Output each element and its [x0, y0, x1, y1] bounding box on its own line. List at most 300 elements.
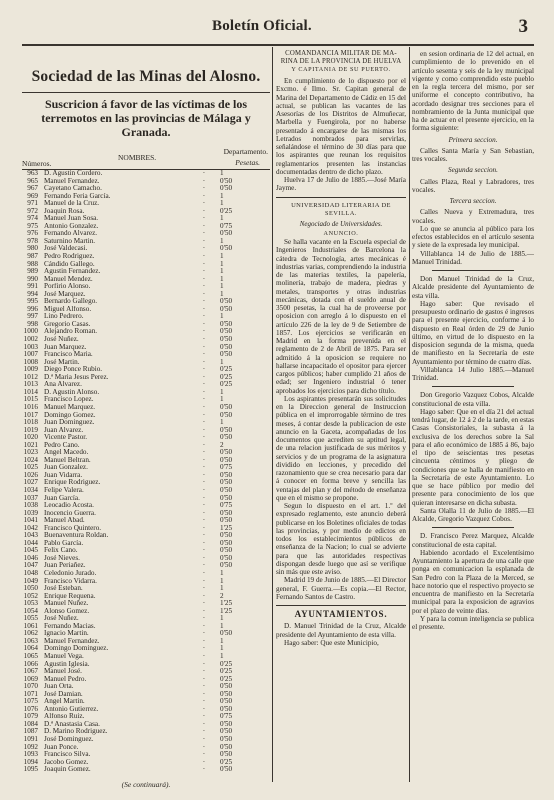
- row-pesetas: 0'50: [220, 561, 233, 570]
- table-row: [22, 283, 270, 291]
- row-department: ·: [202, 719, 206, 728]
- row-pesetas: 0'50: [220, 719, 233, 728]
- row-pesetas: 0'50: [220, 742, 233, 751]
- row-department: ·: [202, 742, 206, 751]
- row-department: ·: [202, 350, 206, 359]
- section-subheading: Primera seccion.: [448, 135, 498, 144]
- row-name: Fernando Alvarez.: [44, 230, 98, 238]
- row-pesetas: 1: [220, 312, 224, 321]
- paragraph: Calles Plaza, Real y Labradores, tres vocales.: [412, 177, 534, 194]
- row-name: Juan Ponce.: [44, 743, 79, 751]
- table-row: [22, 215, 270, 223]
- table-row: [22, 359, 270, 367]
- row-pesetas: 0'25: [220, 206, 233, 215]
- col-numeros: Números.: [22, 159, 52, 168]
- row-number: 1075: [23, 697, 38, 706]
- row-department: ·: [202, 508, 206, 517]
- row-name: Manuel Pedro.: [44, 675, 87, 683]
- row-name: Celedonio Jurado.: [44, 569, 97, 577]
- row-number: 1018: [23, 418, 38, 427]
- table-row: [22, 600, 270, 608]
- row-name: Manuel Mendez.: [44, 275, 93, 283]
- row-department: ·: [202, 735, 206, 744]
- table-row: [22, 328, 270, 336]
- row-number: 996: [27, 304, 38, 313]
- row-number: 1092: [23, 742, 38, 751]
- row-name: José Marquez.: [44, 290, 86, 298]
- table-row: [22, 336, 270, 344]
- row-number: 1048: [23, 568, 38, 577]
- row-number: 1016: [23, 402, 38, 411]
- row-number: 1093: [23, 750, 38, 759]
- row-department: ·: [202, 191, 206, 200]
- row-number: 1024: [23, 455, 38, 464]
- table-row: [22, 736, 270, 744]
- table-row: [22, 389, 270, 397]
- row-department: ·: [202, 402, 206, 411]
- divider: [432, 386, 514, 387]
- row-department: ·: [202, 433, 206, 442]
- section-heading: SEVILLA.: [324, 209, 358, 217]
- table-row: [22, 472, 270, 480]
- row-pesetas: 0'50: [220, 455, 233, 464]
- row-pesetas: 0'50: [220, 342, 233, 351]
- row-department: ·: [202, 757, 206, 766]
- row-pesetas: 0'50: [220, 478, 233, 487]
- section-subheading: Segunda seccion.: [448, 166, 498, 175]
- row-department: ·: [202, 629, 206, 638]
- row-name: Manuel Marquez.: [44, 403, 96, 411]
- row-number: 990: [27, 274, 38, 283]
- row-number: 971: [27, 199, 38, 208]
- row-number: 1050: [23, 584, 38, 593]
- row-pesetas: 0'50: [220, 485, 233, 494]
- row-number: 1045: [23, 546, 38, 555]
- table-row: [22, 502, 270, 510]
- signature: Villablanca 14 de Julio de 1885.—Manuel Trinidad.: [412, 249, 534, 266]
- table-row: [22, 185, 270, 193]
- notices-column-2: [276, 50, 406, 647]
- table-row: [22, 653, 270, 661]
- col-departamento: Departamento.: [223, 147, 268, 156]
- table-row: [22, 276, 270, 284]
- table-row: [22, 661, 270, 669]
- row-number: 1091: [23, 735, 38, 744]
- row-number: 1003: [23, 342, 38, 351]
- row-number: 1054: [23, 606, 38, 615]
- section-heading: UNIVERSIDAD LITERARIA DE: [291, 201, 391, 209]
- paragraph: Habiendo acordado el Excelentísimo Ayuntamiento la apertura de una calle que ponga en comunicacion la esplanada de San Pedro con la Plaza de la Merced, se hace notorio que el respectivo proyecto se encuentra de manifiesto en la Secretaría municipal para la exposicion de agravios por el plazo de veinte días.: [412, 548, 534, 615]
- row-department: ·: [202, 614, 206, 623]
- row-department: ·: [202, 221, 206, 230]
- table-row: [22, 578, 270, 586]
- row-number: 1079: [23, 712, 38, 721]
- table-row: [22, 645, 270, 653]
- row-department: ·: [202, 372, 206, 381]
- row-department: ·: [202, 335, 206, 344]
- row-number: 1042: [23, 523, 38, 532]
- row-department: ·: [202, 252, 206, 261]
- row-name: D.ª Anastasia Casa.: [44, 720, 100, 728]
- row-pesetas: 0'50: [220, 297, 233, 306]
- table-row: [22, 261, 270, 269]
- row-name: Bernardo Gallego.: [44, 298, 98, 306]
- paragraph: Y para la comun inteligencia se publica el presente.: [412, 614, 534, 631]
- row-number: 1064: [23, 644, 38, 653]
- divider: [276, 605, 406, 606]
- row-name: Enrique Rodriguez.: [44, 479, 101, 487]
- row-pesetas: 0'50: [220, 433, 233, 442]
- row-pesetas: 0'50: [220, 335, 233, 344]
- table-row: [22, 404, 270, 412]
- paragraph: Los aspirantes presentarán sus solicitudes en la Direccion general de Instruccion pública en el improrrogable término de tres meses, á contar desde la publicacion de este anuncio en la Gaceta, acompañadas de los documentos que acrediten su aptitud legal, de una relacion justificada de sus méritos y servicios y de un programa de la asignatura dividido en lecciones, y precedido del razonamiento que se crea necesario para dar á conocer en forma breve y sencilla las ventajas del plan y del método de enseñanza que en el mismo se propone.: [276, 394, 406, 502]
- row-pesetas: 0'50: [220, 697, 233, 706]
- row-number: 963: [27, 169, 38, 177]
- col-nombres: NOMBRES.: [118, 153, 157, 162]
- row-pesetas: 1'25: [220, 523, 233, 532]
- table-row: [22, 298, 270, 306]
- row-name: Diego Ponce Rubio.: [44, 366, 103, 374]
- row-pesetas: 0'50: [220, 750, 233, 759]
- row-name: Manuel Fernandez.: [44, 177, 100, 185]
- row-name: Francisco Quintero.: [44, 524, 102, 532]
- row-pesetas: 0'50: [220, 402, 233, 411]
- row-number: 1013: [23, 380, 38, 389]
- row-pesetas: 0'50: [220, 350, 233, 359]
- table-row: [22, 728, 270, 736]
- row-department: ·: [202, 259, 206, 268]
- table-row: [22, 744, 270, 752]
- table-row: [22, 510, 270, 518]
- row-pesetas: 0'50: [220, 546, 233, 555]
- row-number: 1062: [23, 629, 38, 638]
- row-department: ·: [202, 591, 206, 600]
- row-name: D. Marino Rodriguez.: [44, 728, 108, 736]
- table-row: [22, 555, 270, 563]
- row-department: ·: [202, 312, 206, 321]
- table-row: [22, 381, 270, 389]
- row-department: ·: [202, 297, 206, 306]
- row-name: Manuel Nuñez.: [44, 600, 89, 608]
- table-row: [22, 396, 270, 404]
- row-number: 1012: [23, 372, 38, 381]
- table-row: [22, 464, 270, 472]
- row-department: ·: [202, 304, 206, 313]
- row-name: Manuel Vega.: [44, 653, 84, 660]
- divider: [276, 197, 406, 198]
- header-rule: [22, 44, 534, 46]
- row-pesetas: 1: [220, 568, 224, 577]
- row-number: 1049: [23, 576, 38, 585]
- row-name: Vicente Pastor.: [44, 434, 88, 442]
- table-row: [22, 676, 270, 684]
- table-row: [22, 208, 270, 216]
- row-number: 969: [27, 191, 38, 200]
- row-department: ·: [202, 176, 206, 185]
- paragraph: Segun lo dispuesto en el art. 1.º del expresado reglamento, este anuncio deberá publicarse en los Boletines oficiales de todas las provincias, y por medio de edictos en todos los establecimientos públicos de enseñanza de la Nacion; lo cual se advierte para que las autoridades respectivas dispongan desde luego que así se verifique sin más que este aviso.: [276, 502, 406, 576]
- paragraph: Hago saber: Que este Municipio,: [284, 638, 379, 647]
- signature: Villablanca 14 Julio 1885.—Manuel Trinidad.: [412, 365, 534, 382]
- row-name: José Dominguez.: [44, 736, 94, 744]
- row-department: ·: [202, 531, 206, 540]
- row-department: ·: [202, 516, 206, 525]
- row-pesetas: 1: [220, 282, 224, 291]
- table-row: [22, 525, 270, 533]
- table-row: [22, 230, 270, 238]
- row-pesetas: 1: [220, 259, 224, 268]
- row-pesetas: 0'50: [220, 508, 233, 517]
- row-department: ·: [202, 644, 206, 653]
- row-department: ·: [202, 440, 206, 449]
- paragraph: Don Gregorio Vazquez Cobos, Alcalde constitucional de esta villa.: [412, 391, 534, 408]
- bulletin-title: Boletín Oficial.: [212, 18, 312, 34]
- row-department: ·: [202, 568, 206, 577]
- row-pesetas: 1: [220, 621, 224, 630]
- row-number: 1044: [23, 538, 38, 547]
- divider: [432, 527, 514, 528]
- row-department: ·: [202, 289, 206, 298]
- table-row: [22, 540, 270, 548]
- row-department: ·: [202, 652, 206, 660]
- row-name: Ana Alvarez.: [44, 381, 82, 389]
- row-department: ·: [202, 697, 206, 706]
- section-heading: AYUNTAMIENTOS.: [294, 609, 388, 619]
- row-number: 975: [27, 221, 38, 230]
- row-name: Agustin Iglesia.: [44, 660, 90, 668]
- table-row: [22, 223, 270, 231]
- row-pesetas: 0'50: [220, 327, 233, 336]
- row-department: ·: [202, 365, 206, 374]
- row-department: ·: [202, 319, 206, 328]
- row-pesetas: 0'75: [220, 221, 233, 230]
- row-pesetas: 2: [220, 440, 224, 449]
- row-name: Domingo Gomez.: [44, 411, 96, 419]
- section-heading: COMANDANCIA MILITAR DE MA-: [285, 50, 397, 57]
- row-name: Juan Vidarra.: [44, 471, 83, 479]
- section-subheading: Negociado de Universidades.: [299, 219, 383, 228]
- row-pesetas: 1: [220, 289, 224, 298]
- row-number: 1020: [23, 433, 38, 442]
- row-department: ·: [202, 282, 206, 291]
- signature: Madrid 19 de Junio de 1885.—El Director general, F. Guerra.—Es copia.—El Rector, Fernando Santos de Castro.: [276, 576, 406, 601]
- row-name: Joaquin Rosa.: [44, 207, 85, 215]
- row-department: ·: [202, 599, 206, 608]
- column-divider: [409, 47, 410, 782]
- row-name: José Nuñez.: [44, 336, 79, 344]
- row-pesetas: 0'50: [220, 553, 233, 562]
- table-row: [22, 291, 270, 299]
- row-department: ·: [202, 606, 206, 615]
- row-department: ·: [202, 169, 206, 177]
- row-number: 974: [27, 214, 38, 223]
- row-name: Lino Pedrero.: [44, 313, 84, 321]
- row-name: Alejandro Roman.: [44, 328, 98, 336]
- row-name: Alonso Gomez.: [44, 607, 90, 615]
- row-number: 1017: [23, 410, 38, 419]
- row-number: 980: [27, 244, 38, 253]
- row-department: ·: [202, 455, 206, 464]
- row-number: 1007: [23, 350, 38, 359]
- row-pesetas: 0'25: [220, 659, 233, 668]
- row-name: Antonio Gonzalez.: [44, 222, 99, 230]
- row-name: José Nieves.: [44, 554, 80, 562]
- row-name: Manuel Beltran.: [44, 456, 91, 464]
- table-row: [22, 562, 270, 570]
- row-number: 1095: [23, 765, 38, 774]
- row-name: Leocadio Acosta.: [44, 502, 94, 510]
- row-department: ·: [202, 674, 206, 683]
- row-number: 1037: [23, 493, 38, 502]
- row-name: Juan Periañez.: [44, 562, 86, 570]
- row-number: 972: [27, 206, 38, 215]
- row-name: Saturnino Martin.: [44, 237, 96, 245]
- row-name: Manuel Juan Sosa.: [44, 215, 99, 223]
- row-pesetas: 0'50: [220, 470, 233, 479]
- row-department: ·: [202, 342, 206, 351]
- row-name: Angel Martin.: [44, 698, 85, 706]
- row-name: Manuel de la Cruz.: [44, 200, 100, 208]
- society-column: [22, 50, 270, 789]
- row-pesetas: 1: [220, 418, 224, 427]
- table-row: [22, 245, 270, 253]
- row-department: ·: [202, 561, 206, 570]
- row-number: 1094: [23, 757, 38, 766]
- row-name: Felix Cano.: [44, 547, 78, 555]
- row-department: ·: [202, 229, 206, 238]
- row-pesetas: 1: [220, 191, 224, 200]
- row-number: 1066: [23, 659, 38, 668]
- row-department: ·: [202, 184, 206, 193]
- row-pesetas: 0'50: [220, 689, 233, 698]
- row-department: ·: [202, 523, 206, 532]
- paragraph: Se halla vacante en la Escuela especial de Ingenieros Industriales de Barcelona la cátedra de Tecnología, artes mecánicas é industrias varias, comprendiendo la industria de las materias textiles, la papelería, molinería, trabajo de madera, piedras y metales, transportes y otras industrias mecánicas, dotada con el sueldo anual de 3500 pesetas, la cual ha de proveerse por oposicion con arreglo á lo dispuesto en el artículo 226 de la ley de 9 de Setiembre de 1857. Los ejercicios se verificarán en Madrid en la forma prevenida en el reglamento de 2 de Abril de 1875. Para ser admitido á la oposicion se requiere no hallarse incapacitado el opositor para ejercer cargos públicos; haber cumplido 21 años de edad; ser Ingeniero industrial ó tener aprobados los ejercicios para dicho título.: [276, 238, 406, 395]
- row-pesetas: 0'50: [220, 448, 233, 457]
- row-number: 1053: [23, 599, 38, 608]
- row-number: 989: [27, 267, 38, 276]
- row-name: Juan Alvarez.: [44, 426, 84, 434]
- row-number: 965: [27, 176, 38, 185]
- column-divider: [272, 47, 273, 782]
- signature: Santa Olalla 11 de Julio de 1885.—El Alcalde, Gregorio Vazquez Cobos.: [412, 506, 534, 523]
- row-pesetas: 1: [220, 199, 224, 208]
- row-department: ·: [202, 659, 206, 668]
- row-name: Juan Marquez.: [44, 343, 87, 351]
- row-pesetas: 0'50: [220, 538, 233, 547]
- row-name: Juan Orta.: [44, 683, 74, 691]
- table-row: [22, 691, 270, 699]
- row-department: ·: [202, 667, 206, 676]
- row-pesetas: 0'50: [220, 531, 233, 540]
- row-pesetas: 0'50: [220, 244, 233, 253]
- row-name: Juan Dominguez.: [44, 419, 95, 427]
- row-pesetas: 0'50: [220, 735, 233, 744]
- row-number: 1038: [23, 501, 38, 510]
- row-department: ·: [202, 493, 206, 502]
- table-row: [22, 638, 270, 646]
- row-pesetas: 1'25: [220, 606, 233, 615]
- row-number: 978: [27, 236, 38, 245]
- row-department: ·: [202, 244, 206, 253]
- row-number: 1000: [23, 327, 38, 336]
- row-pesetas: 0'25: [220, 372, 233, 381]
- table-row: [22, 608, 270, 616]
- row-department: ·: [202, 727, 206, 736]
- row-pesetas: 1: [220, 652, 224, 660]
- row-number: 1008: [23, 357, 38, 366]
- row-number: 1055: [23, 614, 38, 623]
- table-row: [22, 615, 270, 623]
- row-department: ·: [202, 704, 206, 713]
- table-row: [22, 344, 270, 352]
- row-pesetas: 1: [220, 357, 224, 366]
- page-number: 3: [518, 16, 528, 37]
- paragraph: Calles Nueva y Extremadura, tres vocales.: [412, 208, 534, 225]
- section-heading: RINA DE LA PROVINCIA DE HUELVA: [280, 58, 402, 65]
- row-pesetas: 1: [220, 236, 224, 245]
- row-department: ·: [202, 418, 206, 427]
- row-department: ·: [202, 357, 206, 366]
- page-header: [22, 18, 534, 40]
- row-number: 997: [27, 312, 38, 321]
- row-department: ·: [202, 236, 206, 245]
- row-name: José Damian.: [44, 690, 83, 698]
- row-department: ·: [202, 410, 206, 419]
- row-name: D. Agustin Alonso.: [44, 388, 100, 396]
- row-pesetas: 0'50: [220, 765, 233, 774]
- row-number: 976: [27, 229, 38, 238]
- row-pesetas: 1: [220, 636, 224, 645]
- row-pesetas: 0'50: [220, 176, 233, 185]
- row-number: 1065: [23, 652, 38, 660]
- section-heading: Y CAPITANIA DE SU PUERTO.: [291, 66, 391, 73]
- row-department: ·: [202, 576, 206, 585]
- row-number: 1067: [23, 667, 38, 676]
- paragraph: Hago saber: Que en el día 21 del actual tendrá lugar, de 12 á 2 de la tarde, en estas Casas Consistoriales, la subasta á la exclusiva de los derechos sobre la Sal para el año económico de 1885 á 86, bajo el tipo de seiscientas tres pesetas cincuenta céntimos y pliego de condiciones que se halla de manifiesto en la Secretaría de este Ayuntamiento. Lo que se hace público por medio del presente para conocimiento de los que quieran interesarse en dicha subasta.: [412, 407, 534, 507]
- row-name: Cayetano Camacho.: [44, 185, 102, 193]
- donor-list: [22, 170, 270, 774]
- section-subheading: Tercera seccion.: [449, 197, 497, 205]
- row-pesetas: 0'25: [220, 365, 233, 374]
- row-name: Manuel Abad.: [44, 517, 85, 525]
- table-row: [22, 721, 270, 729]
- row-name: José Esteban.: [44, 585, 83, 593]
- row-pesetas: 2: [220, 591, 224, 600]
- table-row: [22, 449, 270, 457]
- row-number: 1076: [23, 704, 38, 713]
- table-row: [22, 751, 270, 759]
- row-pesetas: 1: [220, 169, 224, 177]
- row-pesetas: 0'50: [220, 493, 233, 502]
- row-number: 987: [27, 252, 38, 261]
- row-name: Ignacio Martin.: [44, 630, 89, 638]
- row-name: Felipe Valera.: [44, 486, 84, 494]
- row-department: ·: [202, 546, 206, 555]
- row-name: Gregorio Casas.: [44, 320, 91, 328]
- row-name: Fernando Feria García.: [44, 192, 111, 200]
- row-pesetas: 1: [220, 395, 224, 404]
- table-row: [22, 253, 270, 261]
- row-pesetas: 1: [220, 214, 224, 223]
- row-name: Pedro Rodriguez.: [44, 253, 95, 261]
- row-department: ·: [202, 448, 206, 457]
- row-number: 995: [27, 297, 38, 306]
- society-title: Sociedad de las Minas del Alosno.: [31, 68, 261, 85]
- row-name: Miguel Alfonso.: [44, 305, 92, 313]
- row-name: Domingo Dominguez.: [44, 645, 109, 653]
- row-name: Pedro Cano.: [44, 441, 80, 449]
- table-row: [22, 351, 270, 359]
- row-name: Manuel Fernandez.: [44, 637, 100, 645]
